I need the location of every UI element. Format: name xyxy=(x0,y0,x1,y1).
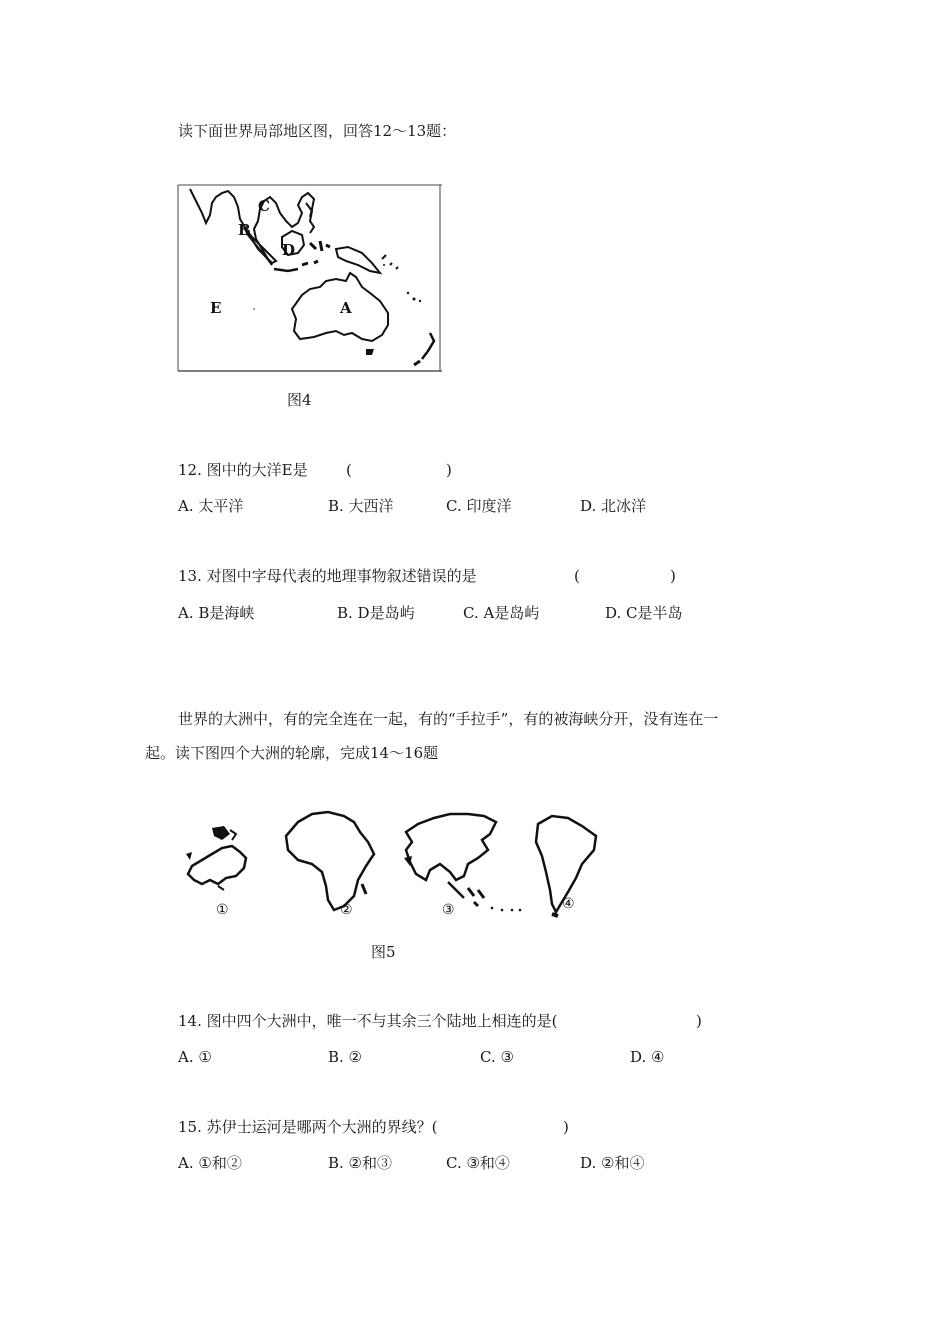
map-label-d: D xyxy=(282,241,296,259)
question-14-stem: 14. 图中四个大洲中，唯一不与其余三个陆地上相连的是( xyxy=(178,1012,558,1030)
continent-africa-outline xyxy=(286,812,374,918)
question-12-option-d: D. 北冰洋 xyxy=(580,497,647,515)
figure-5-continents xyxy=(178,806,602,928)
question-15-stem: 15. 苏伊士运河是哪两个大洲的界线？( xyxy=(178,1118,438,1136)
intro-text-2-line-1: 世界的大洲中，有的完全连在一起，有的“手拉手”，有的被海峡分开，没有连在一 xyxy=(178,710,719,728)
question-15-option-c: C. ③和④ xyxy=(446,1154,510,1172)
continent-number-4: ④ xyxy=(562,896,575,912)
map-label-c: C xyxy=(258,197,270,215)
map-label-b: B xyxy=(238,221,251,239)
map-southeast-asia-oceania xyxy=(176,183,444,375)
question-14-option-d: D. ④ xyxy=(630,1048,665,1066)
question-14-option-c: C. ③ xyxy=(480,1048,514,1066)
question-13-option-b: B. D是岛屿 xyxy=(337,604,415,622)
map-label-e: E xyxy=(210,299,222,317)
figure-5-caption: 图5 xyxy=(371,943,396,961)
question-13-option-c: C. A是岛屿 xyxy=(463,604,540,622)
continent-outlines xyxy=(178,806,602,924)
continent-number-1: ① xyxy=(216,902,229,918)
question-14-option-b: B. ② xyxy=(328,1048,363,1066)
question-15-option-d: D. ②和④ xyxy=(580,1154,645,1172)
continent-number-3: ③ xyxy=(442,902,455,918)
question-13-stem: 13. 对图中字母代表的地理事物叙述错误的是 xyxy=(178,567,477,585)
question-12-option-a: A. 太平洋 xyxy=(178,497,244,515)
question-13-option-d: D. C是半岛 xyxy=(605,604,683,622)
question-12-paren-open: ( xyxy=(346,461,352,479)
intro-text-2-line-2: 起。读下图四个大洲的轮廓，完成14～16题 xyxy=(145,744,439,762)
question-13-paren-open: ( xyxy=(574,567,580,585)
figure-4-map xyxy=(176,183,444,379)
question-12-stem: 12. 图中的大洋E是 xyxy=(178,461,308,479)
intro-text-1: 读下面世界局部地区图，回答12～13题： xyxy=(178,122,457,140)
question-15-option-a: A. ①和② xyxy=(178,1154,242,1172)
question-13-option-a: A. B是海峡 xyxy=(178,604,255,622)
figure-4-caption: 图4 xyxy=(287,391,312,409)
map-label-a: A xyxy=(340,299,352,317)
question-15-option-b: B. ②和③ xyxy=(328,1154,393,1172)
continent-europe-outline xyxy=(186,826,246,918)
question-15-paren-close: ) xyxy=(563,1118,569,1136)
question-12-option-c: C. 印度洋 xyxy=(446,497,512,515)
continent-south-america-outline xyxy=(536,816,596,916)
continent-number-2: ② xyxy=(340,902,353,918)
question-14-paren-close: ) xyxy=(696,1012,702,1030)
question-12-option-b: B. 大西洋 xyxy=(328,497,394,515)
question-14-option-a: A. ① xyxy=(178,1048,212,1066)
continent-asia-outline xyxy=(404,814,521,918)
question-12-paren-close: ) xyxy=(446,461,452,479)
question-13-paren-close: ) xyxy=(670,567,676,585)
